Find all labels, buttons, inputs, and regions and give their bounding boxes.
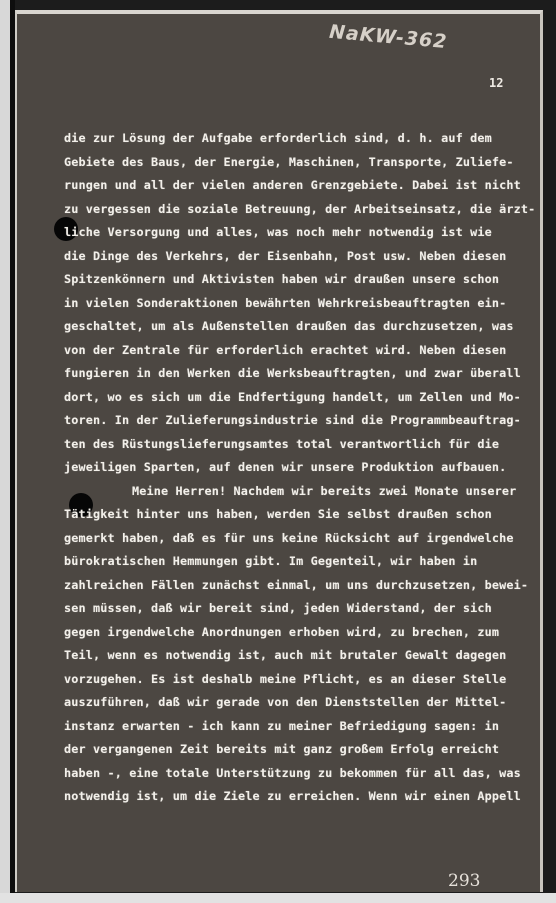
text-line: toren. In der Zulieferungsindustrie sind die Programmbeauftrag- [64,413,521,427]
text-line: liche Versorgung und alles, was noch mehr notwendig ist wie [64,225,492,239]
text-line: instanz erwarten - ich kann zu meiner Befriedigung sagen: in [64,718,500,733]
scanner-bottom-margin [0,893,556,903]
typed-text-body [64,127,542,809]
text-line: rungen und all der vielen anderen Grenzgebiete. Dabei ist nicht [64,178,521,192]
text-line: gegen irgendwelche Anordnungen erhoben wird, zu brechen, zum [64,624,500,639]
text-line: die zur Lösung der Aufgabe erforderlich sind, d. h. auf dem [64,131,492,145]
text-line: geschaltet, um als Außenstellen draußen das durchzusetzen, was [64,319,514,333]
text-line: auszuführen, daß wir gerade von den Dienststellen der Mittel- [64,695,507,709]
text-line: zu vergessen die soziale Betreuung, der Arbeitseinsatz, die ärzt- [64,201,536,216]
archive-mark: NaKW-362 [328,20,449,54]
text-line: haben -, eine totale Unterstützung zu bekommen für all das, was [64,765,521,780]
paragraph-start-line: Meine Herren! Nachdem wir bereits zwei Monate unserer [132,483,517,498]
text-line: zahlreichen Fällen zunächst einmal, um uns durchzusetzen, bewei- [64,577,529,592]
text-line: bürokratischen Hemmungen gibt. Im Gegenteil, wir haben in [64,554,478,568]
text-line: sen müssen, daß wir bereit sind, jeden Widerstand, der sich [64,601,492,615]
text-line: in vielen Sonderaktionen bewährten Wehrkreisbeauftragten ein- [64,295,507,310]
text-line: der vergangenen Zeit bereits mit ganz großem Erfolg erreicht [64,742,500,756]
text-line: jeweiligen Sparten, auf denen wir unsere Produktion aufbauen. [64,460,507,474]
scanner-margin [0,0,10,903]
text-line: Spitzenkönnern und Aktivisten haben wir draußen unsere schon [64,272,500,286]
text-line: ten des Rüstungslieferungsamtes total verantwortlich für die [64,436,500,451]
text-line: dort, wo es sich um die Endfertigung handelt, um Zellen und Mo- [64,389,521,404]
text-line: gemerkt haben, daß es für uns keine Rücksicht auf irgendwelche [64,530,514,545]
text-line: fungieren in den Werken die Werksbeauftragten, und zwar überall [64,366,521,380]
folio-number: 293 [448,871,481,891]
text-line: Teil, wenn es notwendig ist, auch mit brutaler Gewalt dagegen [64,648,507,662]
text-line: vorzugehen. Es ist deshalb meine Pflicht, es an dieser Stelle [64,671,507,686]
text-line: Tätigkeit hinter uns haben, werden Sie selbst draußen schon [64,507,492,521]
text-line: von der Zentrale für erforderlich erachtet wird. Neben diesen [64,342,507,357]
text-line: die Dinge des Verkehrs, der Eisenbahn, Post usw. Neben diesen [64,248,507,263]
text-line: Gebiete des Baus, der Energie, Maschinen, Transporte, Zuliefe- [64,154,514,169]
document-page [15,10,543,892]
text-line: notwendig ist, um die Ziele zu erreichen. Wenn wir einen Appell [64,789,521,803]
page-number: 12 [489,76,504,90]
